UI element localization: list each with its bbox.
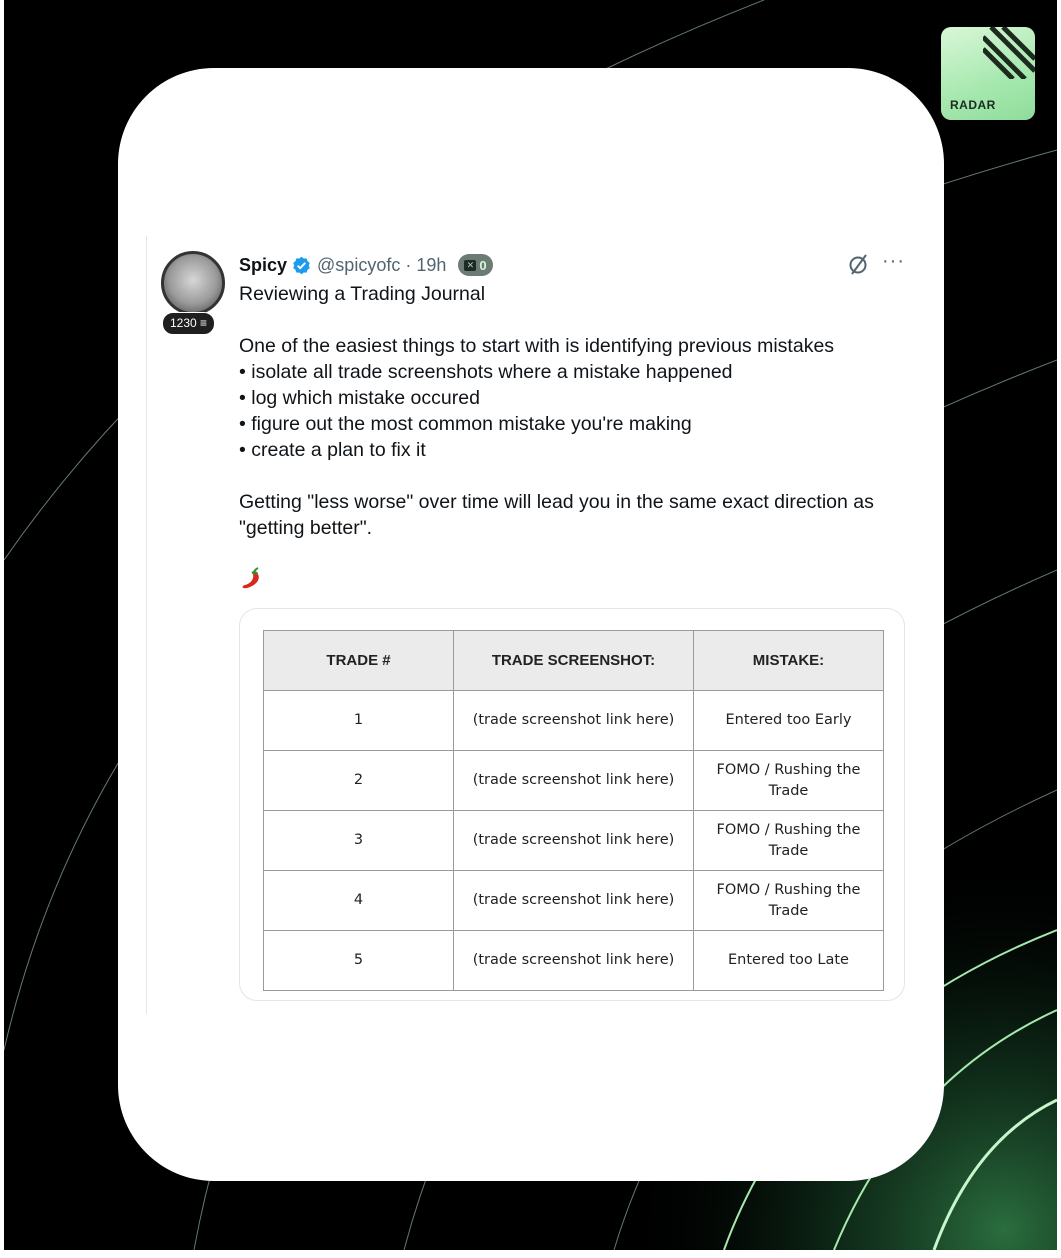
trade-mistake: FOMO / Rushing the Trade bbox=[694, 751, 884, 811]
slashed-circle-icon[interactable] bbox=[847, 252, 871, 282]
tweet-time[interactable]: 19h bbox=[416, 254, 447, 275]
table-row bbox=[264, 751, 884, 811]
trade-mistake: FOMO / Rushing the Trade bbox=[694, 871, 884, 931]
trade-screenshot: (trade screenshot link here) bbox=[454, 931, 694, 991]
trade-screenshot: (trade screenshot link here) bbox=[454, 691, 694, 751]
trade-number: 4 bbox=[264, 871, 454, 931]
more-icon[interactable]: ··· bbox=[882, 250, 905, 272]
table-row bbox=[264, 871, 884, 931]
header-separator: · bbox=[405, 254, 412, 275]
table-row bbox=[264, 691, 884, 751]
pill-count: 0 bbox=[479, 257, 487, 273]
radar-logo bbox=[941, 27, 1035, 120]
radar-stripes-icon bbox=[983, 27, 1035, 79]
avatar-badge: 1230 ≡ bbox=[162, 312, 215, 335]
table-row bbox=[264, 811, 884, 871]
trade-number: 2 bbox=[264, 751, 454, 811]
verified-badge-icon bbox=[292, 256, 311, 275]
header-trade-screenshot: TRADE SCREENSHOT: bbox=[454, 631, 694, 691]
trading-journal-table bbox=[263, 630, 884, 991]
trade-number: 5 bbox=[264, 931, 454, 991]
trade-mistake: FOMO / Rushing the Trade bbox=[694, 811, 884, 871]
x-icon: ✕ bbox=[464, 260, 476, 271]
author-name[interactable]: Spicy bbox=[239, 254, 288, 275]
trade-screenshot: (trade screenshot link here) bbox=[454, 871, 694, 931]
tweet-media[interactable] bbox=[239, 608, 905, 1001]
trade-mistake: Entered too Late bbox=[694, 931, 884, 991]
chili-pepper-icon bbox=[239, 566, 265, 597]
thread-line bbox=[146, 236, 147, 1014]
table-header-row bbox=[264, 631, 884, 691]
table-row bbox=[264, 931, 884, 991]
trade-number: 1 bbox=[264, 691, 454, 751]
trade-mistake: Entered too Early bbox=[694, 691, 884, 751]
status-pill bbox=[458, 254, 492, 276]
header-trade-number: TRADE # bbox=[264, 631, 454, 691]
header-mistake: MISTAKE: bbox=[694, 631, 884, 691]
trade-screenshot: (trade screenshot link here) bbox=[454, 751, 694, 811]
radar-label: RADAR bbox=[950, 98, 996, 112]
tweet-text: Reviewing a Trading Journal One of the easiest things to start with is identifying previous mistakes • isolate all trade screenshots where a mistake happened • log which mistake occured • figure out the most common mistake you're making • create a plan to fix it Getting "less worse" over time will lead you in the same exact direction as "getting better". bbox=[239, 283, 874, 539]
trade-number: 3 bbox=[264, 811, 454, 871]
trade-screenshot: (trade screenshot link here) bbox=[454, 811, 694, 871]
avatar[interactable] bbox=[161, 251, 225, 315]
author-handle[interactable]: @spicyofc bbox=[317, 254, 401, 275]
tweet-header bbox=[239, 252, 493, 278]
